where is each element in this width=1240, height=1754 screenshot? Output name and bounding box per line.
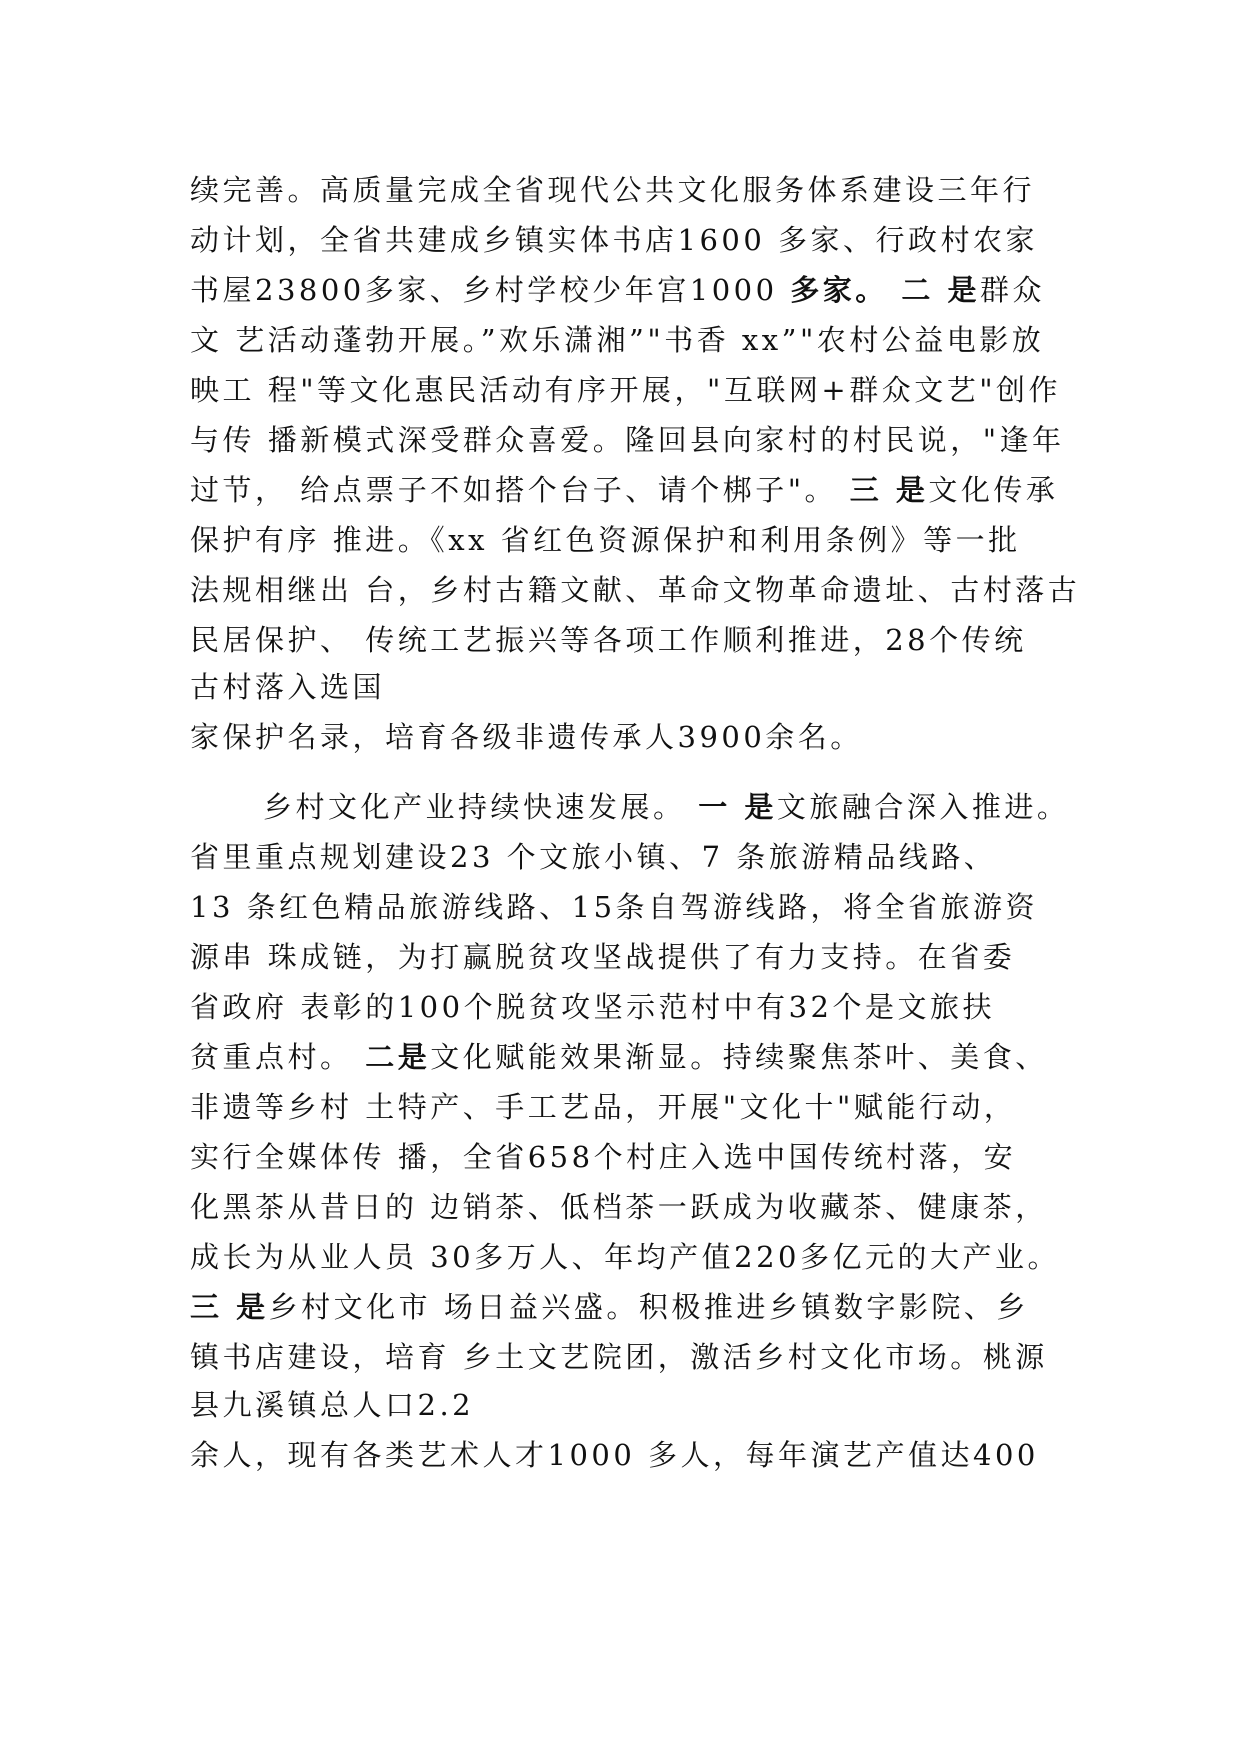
text-run: 古村落入选国 — [190, 670, 386, 704]
text-run: 动计划，全省共建成乡镇实体书店1600 多家、行政村农家 — [190, 223, 1039, 257]
text-line — [190, 985, 995, 1029]
text-line — [190, 1035, 1048, 1079]
paragraph-first-line — [263, 785, 1069, 829]
text-run: 成长为从业人员 30多万人、年均产值220多亿元的大产业。 — [190, 1240, 1060, 1274]
text-line — [190, 835, 996, 879]
text-line — [190, 1135, 1016, 1179]
text-line — [190, 218, 1038, 262]
text-run: 文化传承 — [928, 473, 1059, 507]
text-run: 与传 播新模式深受群众喜爱。隆回县向家村的村民说，"逢年 — [190, 423, 1065, 457]
text-run: 文化赋能效果渐显。持续聚焦茶叶、美食、 — [430, 1040, 1048, 1074]
text-run: 非遗等乡村 土特产、手工艺品，开展"文化十"赋能行动， — [190, 1090, 1017, 1124]
text-line — [190, 318, 1044, 362]
text-line — [190, 418, 1065, 462]
text-line — [190, 1235, 1060, 1279]
text-run: 乡村文化产业持续快速发展。 — [263, 790, 699, 824]
text-line — [190, 1383, 474, 1427]
text-run: 县九溪镇总人口2.2 — [190, 1388, 475, 1422]
text-line — [190, 268, 1045, 312]
text-line — [190, 468, 1058, 512]
text-run: 民居保护、 传统工艺振兴等各项工作顺利推进，28个传统 — [190, 623, 1027, 657]
text-run: 书屋23800多家、乡村学校少年宫1000 — [190, 273, 791, 307]
text-run: 实行全媒体传 播，全省658个村庄入选中国传统村落，安 — [190, 1140, 1017, 1174]
text-run: 余人，现有各类艺术人才1000 多人，每年演艺产值达400 — [190, 1438, 1039, 1472]
text-line — [190, 665, 385, 709]
text-run: 镇书店建设，培育 乡土文艺院团，激活乡村文化市场。桃源 — [190, 1340, 1048, 1374]
text-line — [190, 568, 1080, 612]
bold-text-run: 二是 — [365, 1040, 431, 1074]
text-line — [190, 618, 1027, 662]
text-run: 化黑茶从昔日的 边销茶、低档茶一跃成为收藏茶、健康茶， — [190, 1190, 1048, 1224]
text-line — [190, 368, 1061, 412]
text-run: 贫重点村。 — [190, 1040, 366, 1074]
text-run: 源串 珠成链，为打赢脱贫攻坚战提供了有力支持。在省委 — [190, 940, 1016, 974]
text-run: 文旅融合深入推进。 — [776, 790, 1070, 824]
text-line — [190, 715, 863, 759]
text-line — [190, 1185, 1048, 1229]
text-run: 家保护名录，培育各级非遗传承人3900余名。 — [190, 720, 863, 754]
text-run: 省政府 表彰的100个脱贫攻坚示范村中有32个是文旅扶 — [190, 990, 995, 1024]
text-run: 省里重点规划建设23 个文旅小镇、7 条旅游精品线路、 — [190, 840, 997, 874]
text-run: 13 条红色精品旅游线路、15条自驾游线路，将全省旅游资 — [190, 890, 1039, 924]
text-run: 乡村文化市 场日益兴盛。积极推进乡镇数字影院、乡 — [268, 1290, 1029, 1324]
bold-text-run: 一 是 — [698, 790, 777, 824]
text-line — [190, 1285, 1029, 1329]
text-line — [190, 1335, 1048, 1379]
bold-text-run: 三 是 — [190, 1290, 269, 1324]
text-line — [190, 1433, 1039, 1477]
bold-text-run: 三 是 — [849, 473, 929, 507]
text-run: 映工 程"等文化惠民活动有序开展，"互联网+群众文艺"创作 — [190, 373, 1062, 407]
text-run: 过节， 给点票子不如搭个台子、请个梆子"。 — [190, 473, 850, 507]
text-line — [190, 935, 1015, 979]
text-run: 群众 — [979, 273, 1045, 307]
text-line — [190, 885, 1038, 929]
bold-text-run: 多家。 二 是 — [790, 273, 980, 307]
text-line — [190, 1085, 1016, 1129]
text-run: 续完善。高质量完成全省现代公共文化服务体系建设三年行 — [190, 173, 1036, 207]
text-run: 文 艺活动蓬勃开展。”欢乐潇湘”"书香 xx”"农村公益电影放 — [190, 323, 1045, 357]
text-line — [190, 518, 1021, 562]
text-run: 法规相继出 台，乡村古籍文献、革命文物革命遗址、古村落古 — [190, 573, 1081, 607]
text-line — [190, 168, 1035, 212]
text-run: 保护有序 推进。《xx 省红色资源保护和利用条例》等一批 — [190, 523, 1021, 557]
